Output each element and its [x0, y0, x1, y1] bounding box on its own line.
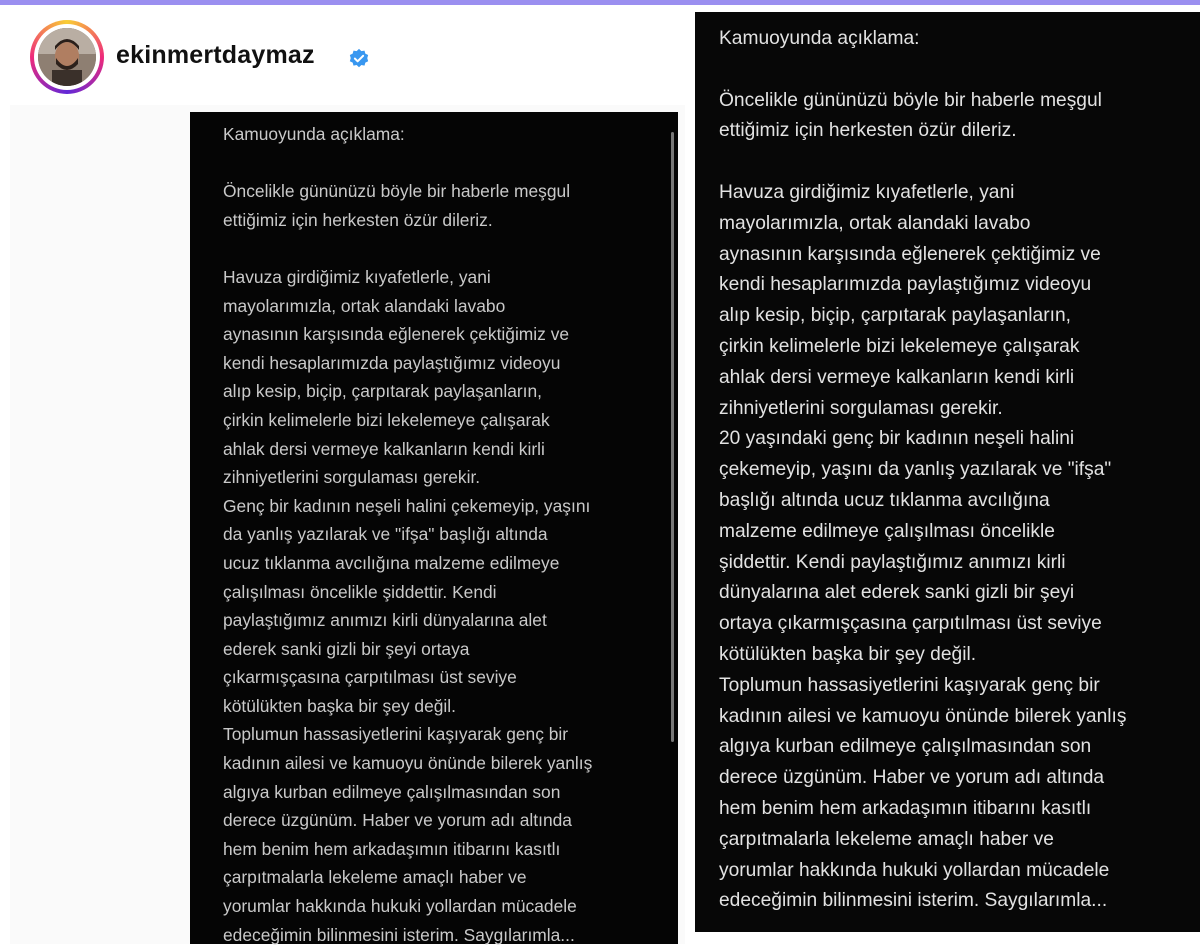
story-ring[interactable] — [30, 20, 104, 94]
profile-header — [10, 5, 685, 105]
avatar-image — [38, 28, 96, 86]
scrollbar[interactable] — [671, 132, 674, 742]
statement-text-left: Kamuoyunda açıklama: Öncelikle gününüzü böyle bir haberle meşgul ettiğimiz için herkesten özür dileriz. Havuza girdiğimiz kıyafetlerle, yani mayolarımızla, ortak alandaki lavabo aynasının karşısında eğlenerek çektiğimiz ve kendi hesaplarımızda paylaştığımız videoyu alıp kesip, biçip, çarpıtarak paylaşanların, çirkin kelimelerle bizi lekelemeye çalışarak ahlak dersi vermeye kalkanların kendi kirli zihniyetlerini sorgulaması gerekir. Genç bir kadının neşeli halini çekemeyip, yaşını da yanlış yazılarak ve "ifşa" başlığı altında ucuz tıklanma avcılığına malzeme edilmeye çalışılması öncelikle şiddettir. Kendi paylaştığımız anımızı kirli dünyalarına alet ederek sanki gizli bir şeyi ortaya çıkarmışçasına çarpıtılması üst seviye kötülükten başka bir şey değil. Toplumun hassasiyetlerini kaşıyarak genç bir kadının ailesi ve kamuoyu önünde bilerek yanlış algıya kurban edilmeye çalışılmasından son derece üzgünüm. Haber ve yorum adı altında hem benim hem arkadaşımın itibarını kasıtlı çarpıtmalarla lekeleme amaçlı haber ve yorumlar hakkında hukuki yollardan mücadele edeceğimin bilinmesini isterim. Saygılarımla... — [223, 124, 593, 945]
story-text-card-left — [190, 112, 678, 944]
statement-text-right: Kamuoyunda açıklama: Öncelikle gününüzü böyle bir haberle meşgul ettiğimiz için herkesten özür dileriz. Havuza girdiğimiz kıyafetlerle, yani mayolarımızla, ortak alandaki lavabo aynasının karşısında eğlenerek çektiğimiz ve kendi hesaplarımızda paylaştığımız videoyu alıp kesip, biçip, çarpıtarak paylaşanların, çirkin kelimelerle bizi lekelemeye çalışarak ahlak dersi vermeye kalkanların kendi kirli zihniyetlerini sorgulaması gerekir. 20 yaşındaki genç bir kadının neşeli halini çekemeyip, yaşını da yanlış yazılarak ve "ifşa" başlığı altında ucuz tıklanma avcılığına malzeme edilmeye çalışılması öncelikle şiddettir. Kendi paylaştığımız anımızı kirli dünyalarına alet ederek sanki gizli bir şeyi ortaya çıkarmışçasına çarpıtılması üst seviye kötülükten başka bir şey değil. Toplumun hassasiyetlerini kaşıyarak genç bir kadının ailesi ve kamuoyu önünde bilerek yanlış algıya kurban edilmeye çalışılmasından son derece üzgünüm. Haber ve yorum adı altında hem benim hem arkadaşımın itibarını kasıtlı çarpıtmalarla lekeleme amaçlı haber ve yorumlar hakkında hukuki yollardan mücadele edeceğimin bilinmesini isterim. Saygılarımla... — [719, 28, 1127, 912]
username[interactable]: ekinmertdaymaz — [116, 41, 315, 69]
avatar[interactable] — [38, 28, 96, 86]
story-text-card-right — [695, 12, 1200, 932]
verified-badge-icon — [348, 48, 370, 70]
instagram-screenshot — [10, 5, 685, 944]
